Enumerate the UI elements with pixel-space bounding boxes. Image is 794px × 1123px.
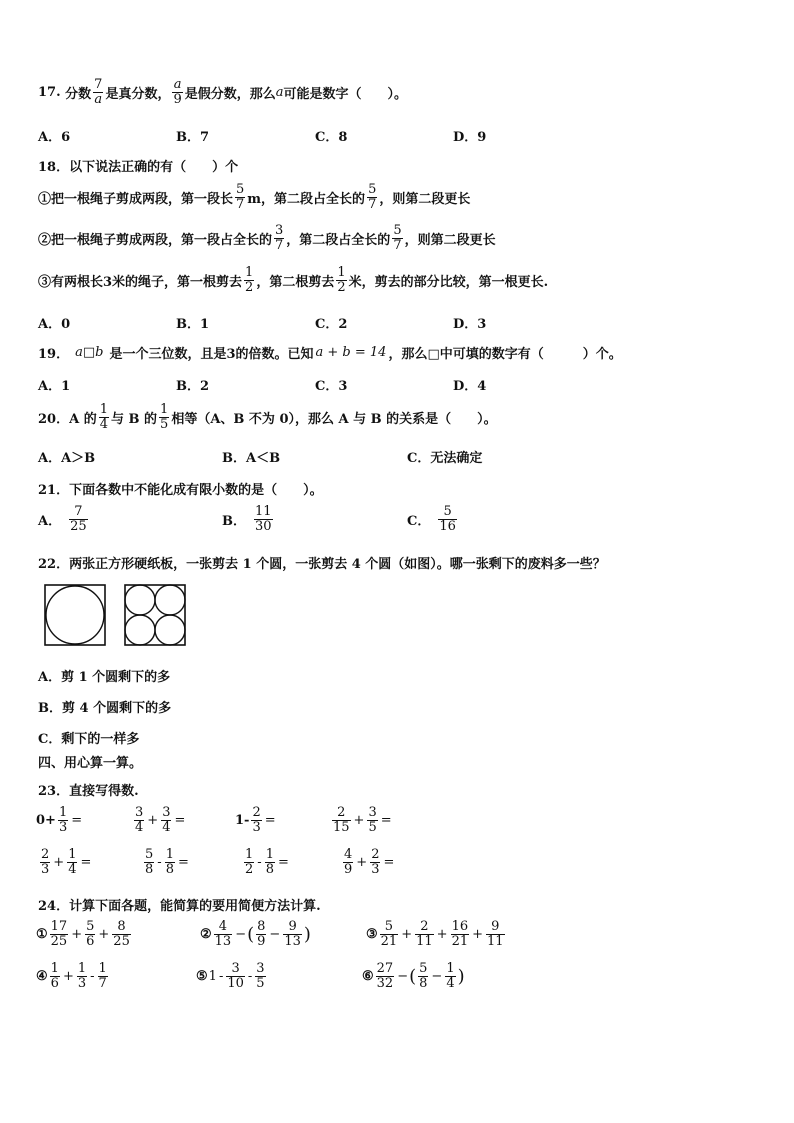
q22-title: 22．两张正方形硬纸板，一张剪去 1 个圆，一张剪去 4 个圆（如图）。哪一张剩下的废料多一些？ bbox=[38, 557, 606, 572]
q19-option-b[interactable]: B．2 bbox=[176, 379, 210, 394]
q18-option-a[interactable]: A．0 bbox=[38, 317, 71, 332]
q17-number: 17. bbox=[38, 85, 61, 100]
q18-option-c[interactable]: C．2 bbox=[315, 317, 348, 332]
q20-option-b[interactable]: B．A＜B bbox=[222, 451, 281, 466]
q24-expr-1: ① $\frac{17}{25}$ + $\frac{5}{6}$ + $\frac{8}{25}$ bbox=[36, 919, 130, 949]
q21-option-a[interactable]: A． $\frac{7}{25}$ bbox=[38, 504, 87, 534]
squares-with-circles-figure bbox=[44, 584, 189, 648]
q20-stem: 20．A 的 $\frac{1}{4}$ 与 B 的 $\frac{1}{5}$ 相等（A、B 不为 0），那么 A 与 B 的关系是（ ）。 bbox=[38, 402, 497, 432]
q22-option-a[interactable]: A．剪 1 个圆剩下的多 bbox=[38, 670, 171, 685]
q17-stem bbox=[38, 78, 407, 107]
q24-expr-2: ② $\frac{4}{13}$ − ( $\frac{8}{9}$ − $\frac{9}{13}$ ) bbox=[200, 919, 311, 949]
q18-option-b[interactable]: B．1 bbox=[176, 317, 210, 332]
q22-option-b[interactable]: B．剪 4 个圆剩下的多 bbox=[38, 701, 172, 716]
section-heading: 四、用心算一算。 bbox=[38, 756, 143, 771]
q17-option-b[interactable]: B．7 bbox=[176, 130, 210, 145]
q23-item-5: $\frac{2}{3}$ + $\frac{1}{4}$ = bbox=[41, 847, 92, 877]
q20-option-a[interactable]: A．A＞B bbox=[38, 451, 96, 466]
q23-item-6: $\frac{5}{8}$ - $\frac{1}{8}$ = bbox=[145, 847, 189, 877]
q23-item-2: $\frac{3}{4}$ + $\frac{3}{4}$ = bbox=[135, 805, 186, 835]
q22-figure bbox=[44, 584, 189, 652]
q21-option-c[interactable]: C． $\frac{5}{16}$ bbox=[407, 504, 456, 534]
q21-option-b[interactable]: B． $\frac{11}{30}$ bbox=[222, 504, 272, 534]
large-circle bbox=[46, 586, 104, 644]
q23-title: 23．直接写得数. bbox=[38, 784, 139, 799]
q24-expr-4: ④ $\frac{1}{6}$ + $\frac{1}{3}$ - $\frac{1}{7}$ bbox=[36, 961, 107, 991]
q23-item-8: $\frac{4}{9}$ + $\frac{2}{3}$ = bbox=[344, 847, 395, 877]
q24-expr-5: ⑤ 1 - $\frac{3}{10}$ - $\frac{3}{5}$ bbox=[196, 961, 265, 991]
q17-text-2: 是真分数， bbox=[105, 87, 171, 102]
q18-option-d[interactable]: D．3 bbox=[453, 317, 487, 332]
q18-statement-3: ③有两根长3米的绳子，第一根剪去 $\frac{1}{2}$ ，第二根剪去 $\frac{1}{2}$ 米，剪去的部分比较，第一根更长. bbox=[38, 265, 549, 295]
small-circle-3 bbox=[125, 615, 155, 645]
q18-title: 18．以下说法正确的有（ ）个 bbox=[38, 160, 239, 175]
q17-text-4: 可能是数字（ ）。 bbox=[283, 87, 408, 102]
q17-option-c[interactable]: C．8 bbox=[315, 130, 348, 145]
q17-variable: a bbox=[275, 85, 284, 100]
q18-statement-2: ②把一根绳子剪成两段，第一段占全长的 $\frac{3}{7}$ ，第二段占全长的 $\frac{5}{7}$ ，则第二段更长 bbox=[38, 223, 496, 253]
q24-title: 24．计算下面各题，能简算的要用简便方法计算. bbox=[38, 899, 321, 914]
q17-fraction-1: $\frac{7}{a}$ bbox=[94, 77, 103, 107]
q19-option-d[interactable]: D．4 bbox=[453, 379, 487, 394]
square-four-circles bbox=[125, 585, 185, 645]
q23-item-4: $\frac{2}{15}$ + $\frac{3}{5}$ = bbox=[333, 805, 392, 835]
q24-expr-6: ⑥ $\frac{27}{32}$ − ( $\frac{5}{8}$ − $\frac{1}{4}$ ) bbox=[362, 961, 465, 991]
q17-text-3: 是假分数，那么 bbox=[184, 87, 276, 102]
q18-statement-1: ①把一根绳子剪成两段，第一段长 $\frac{5}{7}$ m，第二段占全长的 $\frac{5}{7}$ ，则第二段更长 bbox=[38, 182, 471, 212]
q19-option-a[interactable]: A．1 bbox=[38, 379, 71, 394]
q17-fraction-2: $\frac{a}{9}$ bbox=[173, 77, 182, 107]
q23-item-3: 1- $\frac{2}{3}$ = bbox=[235, 805, 276, 835]
small-circle-4 bbox=[155, 615, 185, 645]
q17-text-1: 分数 bbox=[65, 87, 92, 102]
q21-title: 21．下面各数中不能化成有限小数的是（ ）。 bbox=[38, 483, 323, 498]
small-circle-2 bbox=[155, 585, 185, 615]
q19-stem: 19． a□b 是一个三位数，且是3的倍数。已知 a + b = 14 ，那么□中可填的数字有（ ）个。 bbox=[38, 345, 622, 362]
q17-option-d[interactable]: D．9 bbox=[453, 130, 487, 145]
small-circle-1 bbox=[125, 585, 155, 615]
q19-option-c[interactable]: C．3 bbox=[315, 379, 348, 394]
q17-option-a[interactable]: A．6 bbox=[38, 130, 71, 145]
q22-option-c[interactable]: C．剩下的一样多 bbox=[38, 732, 140, 747]
q23-item-1: 0+ $\frac{1}{3}$ = bbox=[36, 805, 83, 835]
q23-item-7: $\frac{1}{2}$ - $\frac{1}{8}$ = bbox=[245, 847, 289, 877]
q20-option-c[interactable]: C．无法确定 bbox=[407, 451, 483, 466]
q24-expr-3: ③ $\frac{5}{21}$ + $\frac{2}{11}$ + $\frac{16}{21}$ + $\frac{9}{11}$ bbox=[366, 919, 504, 949]
